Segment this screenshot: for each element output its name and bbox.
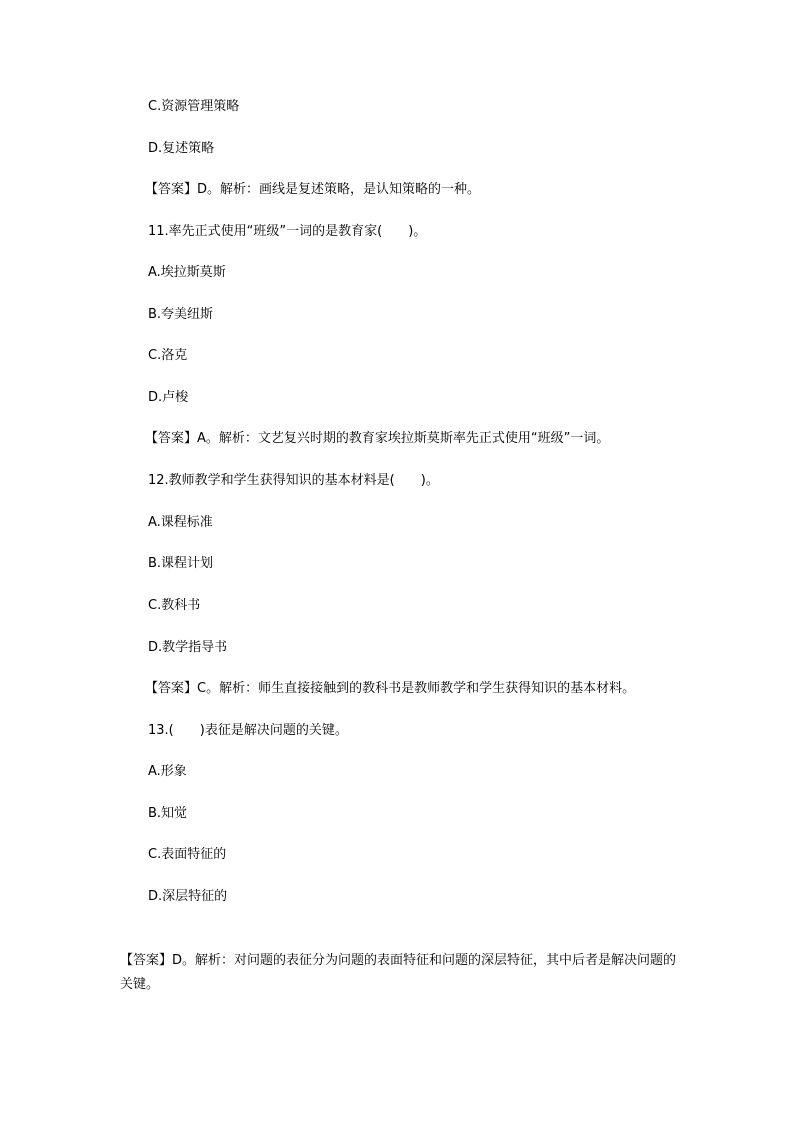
q12-option-a: A.课程标准 <box>148 515 213 530</box>
q11-option-a: A.埃拉斯莫斯 <box>148 265 226 280</box>
q13-option-c: C.表面特征的 <box>148 847 227 862</box>
q11-answer: 【答案】A。解析：文艺复兴时期的教育家埃拉斯莫斯率先正式使用“班级”一词。 <box>145 431 610 446</box>
q10-option-d: D.复述策略 <box>148 141 215 156</box>
q13-option-d: D.深层特征的 <box>148 889 228 904</box>
q11-option-c: C.洛克 <box>148 348 188 363</box>
q10-answer: 【答案】D。解析：画线是复述策略，是认知策略的一种。 <box>145 182 481 197</box>
q13-answer: 【答案】D。解析：对问题的表征分为问题的表面特征和问题的深层特征，其中后者是解决问题的关键。 <box>120 953 677 992</box>
q12-option-d: D.教学指导书 <box>148 640 228 655</box>
q12-answer: 【答案】C。解析：师生直接接触到的教科书是教师教学和学生获得知识的基本材料。 <box>145 681 636 696</box>
q13-option-b: B.知觉 <box>148 806 188 821</box>
q12-question: 12.教师教学和学生获得知识的基本材料是( )。 <box>148 473 439 488</box>
q12-option-c: C.教科书 <box>148 598 201 613</box>
q10-option-c: C.资源管理策略 <box>148 99 240 114</box>
q11-option-d: D.卢梭 <box>148 390 189 405</box>
q13-question: 13.( )表征是解决问题的关键。 <box>148 723 348 738</box>
q13-option-a: A.形象 <box>148 764 187 779</box>
q11-question: 11.率先正式使用“班级”一词的是教育家( )。 <box>148 224 427 239</box>
q12-option-b: B.课程计划 <box>148 556 214 571</box>
q11-option-b: B.夸美纽斯 <box>148 307 214 322</box>
